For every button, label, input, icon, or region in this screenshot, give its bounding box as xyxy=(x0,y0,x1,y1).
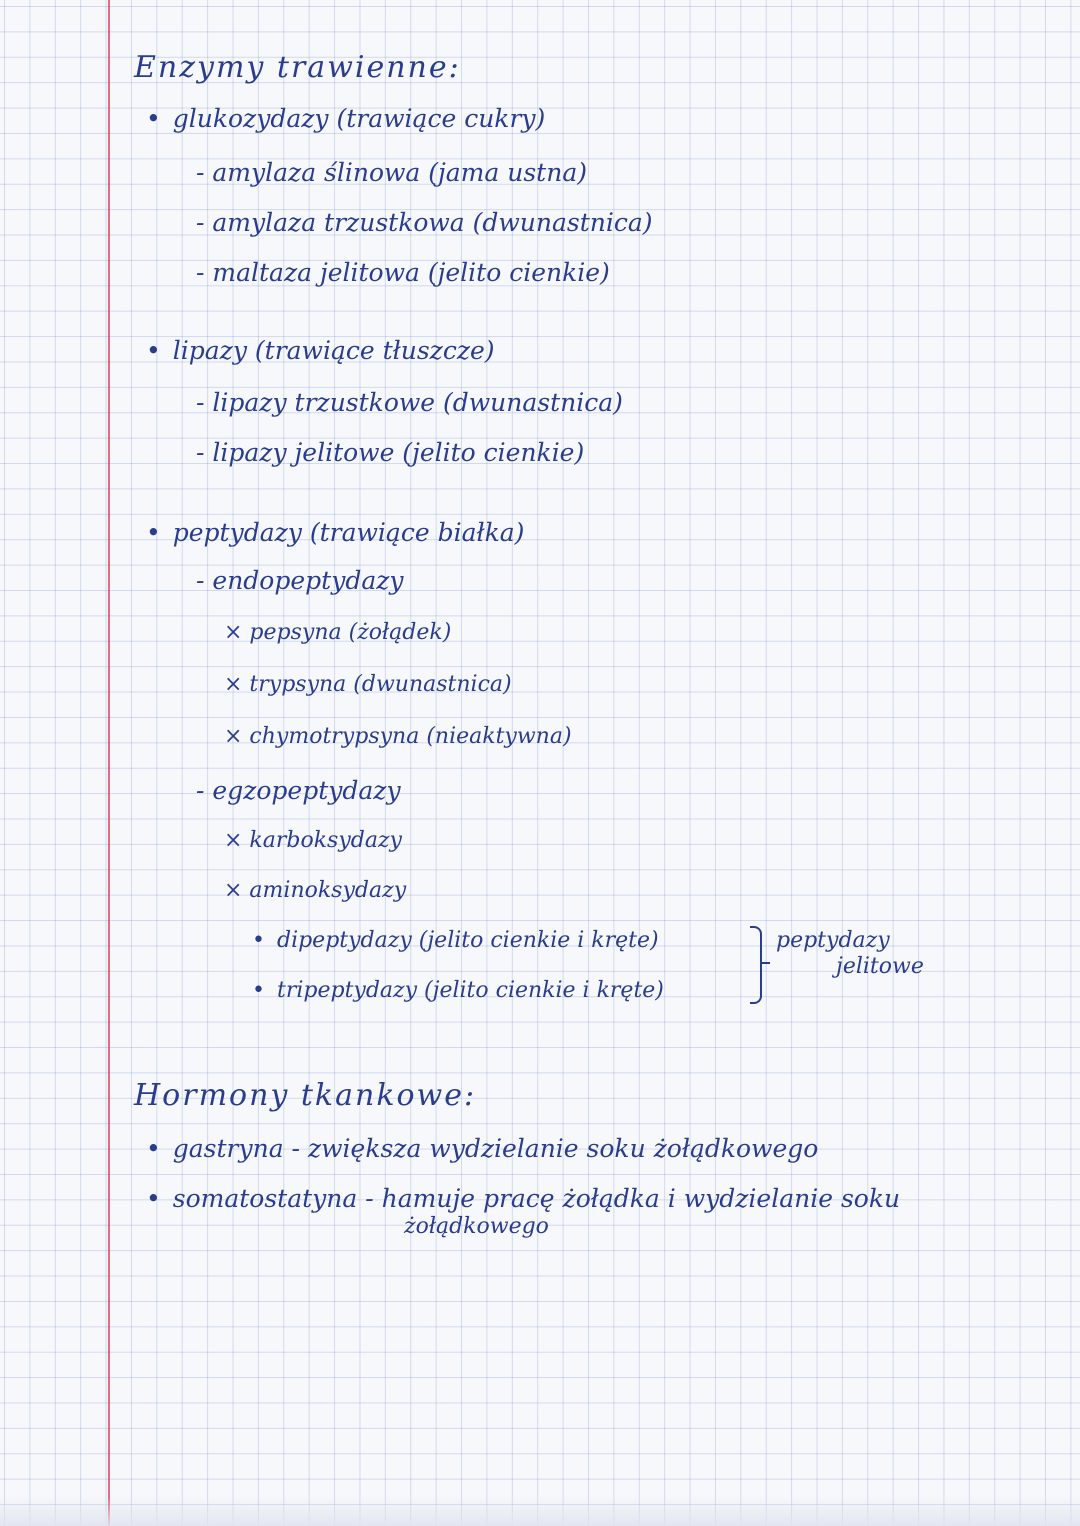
list-item: - amylaza ślinowa (jama ustna) xyxy=(196,158,587,187)
list-item: - maltaza jelitowa (jelito cienkie) xyxy=(196,258,610,287)
list-item: • gastryna - zwiększa wydzielanie soku żołądkowego xyxy=(146,1134,818,1163)
list-item: × pepsyna (żołądek) xyxy=(224,620,452,645)
list-item: • somatostatyna - hamuje pracę żołądka i wydzielanie soku xyxy=(146,1184,900,1213)
list-item: × chymotrypsyna (nieaktywna) xyxy=(224,724,572,749)
list-item: × aminoksydazy xyxy=(224,878,407,903)
list-item: × karboksydazy xyxy=(224,828,402,853)
notebook-margin-line xyxy=(108,0,110,1526)
hormones-heading: Hormony tkankowe: xyxy=(134,1078,477,1113)
exopeptidases-label: - egzopeptydazy xyxy=(196,776,401,805)
brace-annotation: jelitowe xyxy=(836,954,924,979)
list-item: × trypsyna (dwunastnica) xyxy=(224,672,512,697)
list-item: • dipeptydazy (jelito cienkie i kręte) xyxy=(252,928,659,953)
list-item: • tripeptydazy (jelito cienkie i kręte) xyxy=(252,978,664,1003)
list-item: - amylaza trzustkowa (dwunastnica) xyxy=(196,208,653,237)
list-item: - lipazy jelitowe (jelito cienkie) xyxy=(196,438,585,467)
curly-brace xyxy=(750,926,762,1004)
enzymes-heading: Enzymy trawienne: xyxy=(134,50,461,85)
lipases-label: • lipazy (trawiące tłuszcze) xyxy=(146,336,495,365)
list-item: - lipazy trzustkowe (dwunastnica) xyxy=(196,388,623,417)
endopeptidases-label: - endopeptydazy xyxy=(196,566,404,595)
brace-annotation: peptydazy xyxy=(776,928,890,953)
list-item-continuation: żołądkowego xyxy=(404,1214,549,1239)
peptidases-label: • peptydazy (trawiące białka) xyxy=(146,518,524,547)
glucosidases-label: • glukozydazy (trawiące cukry) xyxy=(146,104,545,133)
page-bottom-edge xyxy=(0,1496,1080,1526)
